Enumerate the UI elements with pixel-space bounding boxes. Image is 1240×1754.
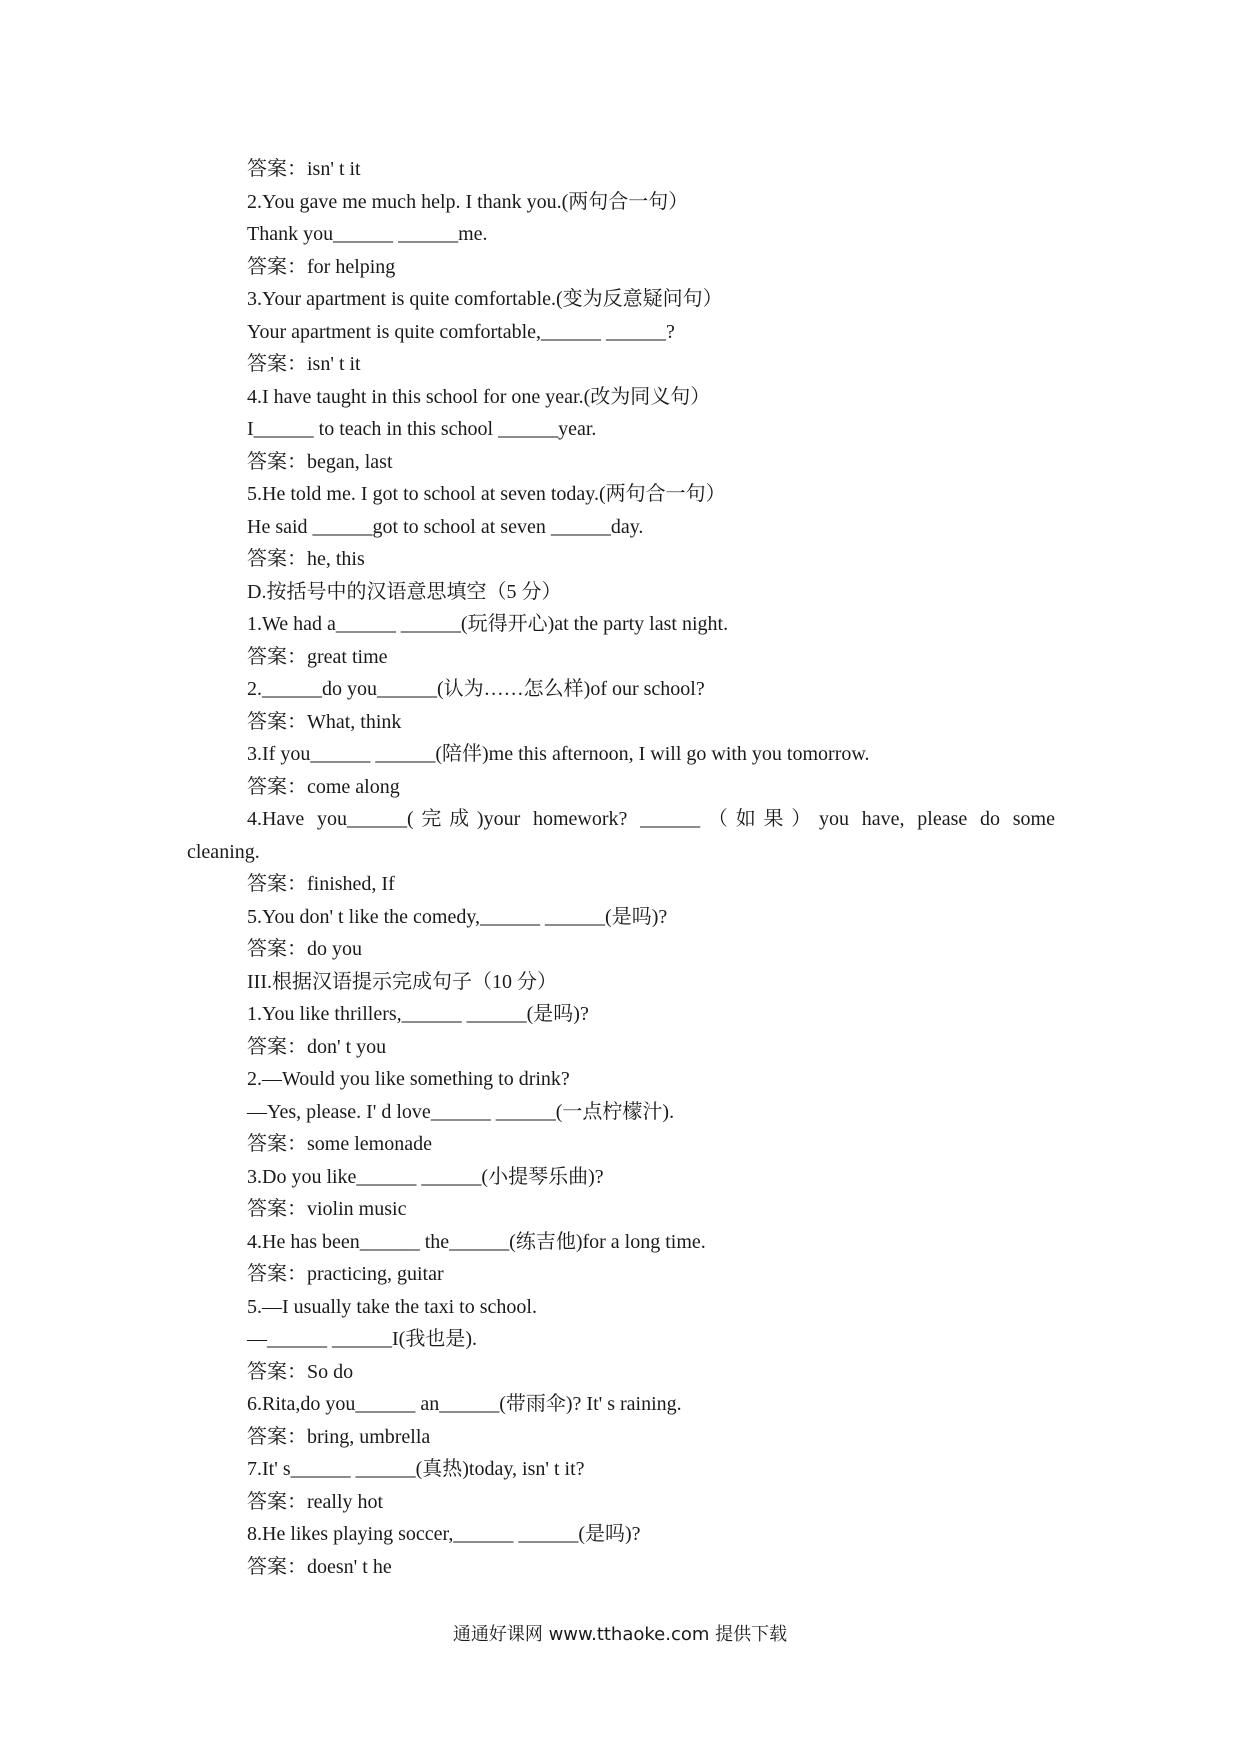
text-line: 答案：don' t you	[247, 1035, 387, 1058]
text-line: 答案：do you	[247, 938, 362, 960]
text-line: 答案：What, think	[247, 710, 402, 733]
text-line: 答案：come along	[247, 775, 400, 798]
text-line: 答案：isn' t it	[247, 353, 361, 375]
text-line: 答案：finished, If	[247, 873, 395, 895]
section-heading: III.根据汉语提示完成句子（10 分）	[247, 970, 557, 993]
text-line: 5.—I usually take the taxi to school.	[247, 1295, 537, 1318]
section-heading: D.按括号中的汉语意思填空（5 分）	[247, 580, 562, 603]
text-line: 答案：great time	[247, 645, 388, 668]
text-line: 8.He likes playing soccer,______ ______(是吗)?	[247, 1523, 641, 1545]
text-line: 答案：So do	[247, 1360, 354, 1383]
text-line: 答案：began, last	[247, 450, 393, 473]
text-line: 2.You gave me much help. I thank you.(两句合一句）	[247, 190, 689, 213]
text-line: 答案：for helping	[247, 255, 396, 278]
text-line: 答案：violin music	[247, 1198, 407, 1220]
page-footer: 通通好课网 www.tthaoke.com 提供下载	[452, 1624, 788, 1645]
text-line: 答案：some lemonade	[247, 1133, 432, 1155]
text-line: cleaning.	[187, 840, 260, 863]
text-line: 5.He told me. I got to school at seven today.(两句合一句）	[247, 483, 726, 505]
text-line: 3.If you______ ______(陪伴)me this afternoon, I will go with you tomorrow.	[247, 743, 870, 765]
text-line: Your apartment is quite comfortable,______ ______?	[247, 320, 675, 343]
text-line: 7.It' s______ ______(真热)today, isn' t it?	[247, 1458, 585, 1480]
text-line: 答案：he, this	[247, 548, 365, 570]
text-line: Thank you______ ______me.	[247, 223, 488, 245]
text-line: 3.Your apartment is quite comfortable.(变为反意疑问句）	[247, 288, 723, 310]
text-line: 1.We had a______ ______(玩得开心)at the party last night.	[247, 613, 729, 635]
text-line: He said ______got to school at seven ______day.	[247, 515, 644, 538]
content-lines	[0, 153, 1240, 1583]
text-line: 4.Have you______(完成)your homework? ______（如果）you have, please do some	[247, 808, 1055, 830]
text-line: 2.______do you______(认为……怎么样)of our school?	[247, 678, 705, 700]
text-line: —______ ______I(我也是).	[247, 1328, 477, 1350]
text-line: 答案：isn' t it	[247, 158, 361, 180]
text-line: 3.Do you like______ ______(小提琴乐曲)?	[247, 1165, 604, 1188]
text-line: 2.—Would you like something to drink?	[247, 1068, 570, 1090]
text-line: I______ to teach in this school ______year.	[247, 418, 597, 440]
text-line: 答案：really hot	[247, 1490, 384, 1513]
text-line: 答案：bring, umbrella	[247, 1425, 431, 1448]
text-line: 5.You don' t like the comedy,______ ______(是吗)?	[247, 905, 668, 928]
text-line: —Yes, please. I' d love______ ______(一点柠檬汁).	[247, 1100, 675, 1123]
text-line: 1.You like thrillers,______ ______(是吗)?	[247, 1003, 589, 1025]
text-line: 4.He has been______ the______(练吉他)for a long time.	[247, 1230, 706, 1253]
text-line: 6.Rita,do you______ an______(带雨伞)? It' s raining.	[247, 1393, 682, 1415]
text-line: 答案：doesn' t he	[247, 1555, 392, 1578]
text-line: 4.I have taught in this school for one year.(改为同义句）	[247, 385, 711, 408]
text-line: 答案：practicing, guitar	[247, 1263, 444, 1285]
